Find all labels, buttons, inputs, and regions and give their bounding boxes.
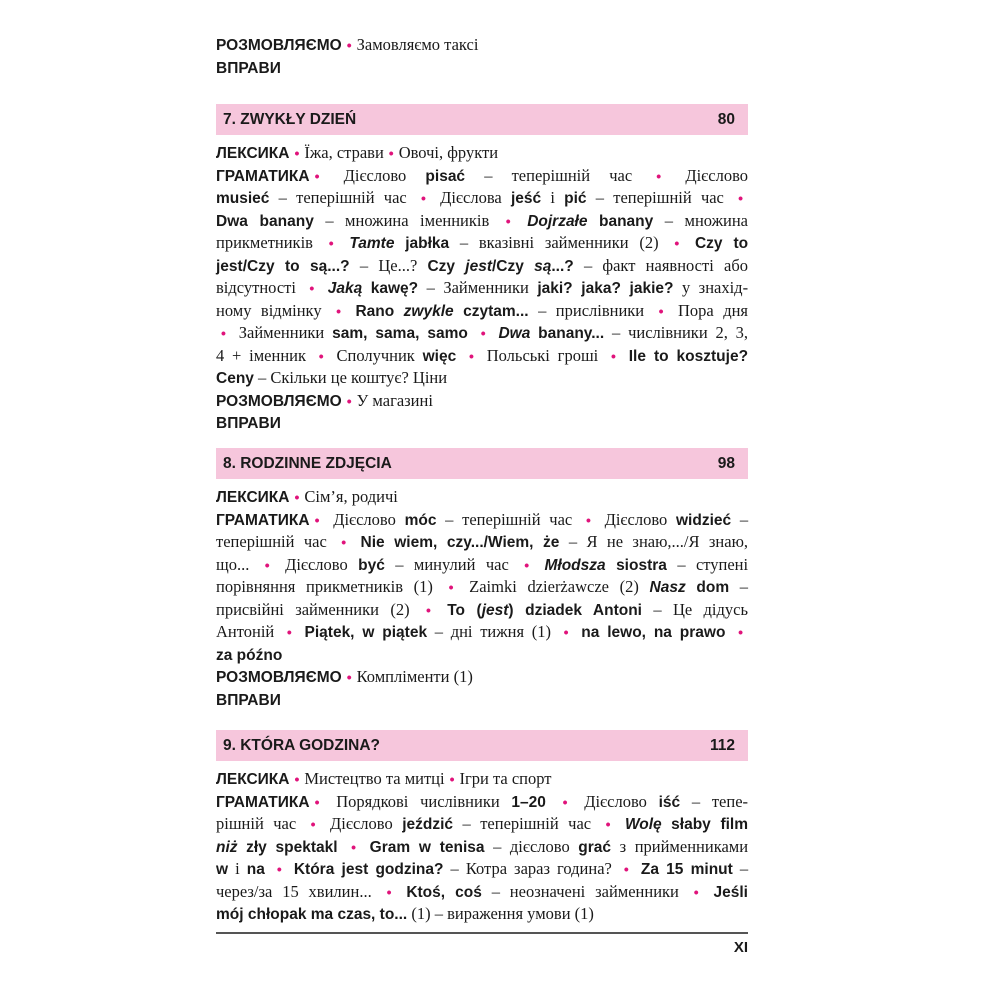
text: – Я не знаю,.../Я знаю, [568,532,749,551]
text: – прислівники [538,300,645,320]
text: Дієслово [285,554,348,574]
footer-rule [216,932,748,934]
term: ...? [551,257,574,275]
page-number: XI [733,939,748,956]
bullet-icon: • [563,624,569,640]
bullet-icon: • [314,167,320,184]
text: – Займенники [426,278,529,297]
razmovlyaemo-text: Компліменти (1) [356,667,473,686]
text: 4 + іменник [216,345,306,365]
text: – [739,509,749,529]
term: siostra [616,556,667,574]
term: Jeśli [713,883,748,901]
term: banany... [538,325,605,342]
text: – Скільки це коштує? Ціни [258,368,448,387]
text: з прийменниками [619,836,749,856]
bullet-icon: • [505,212,511,229]
text: – теперішній час [484,165,633,185]
term: jeździć [402,816,454,833]
bullet-icon: • [386,883,392,900]
text: Дієслово [584,791,647,811]
term: Ile to kosztuje? [628,347,749,365]
text: – теперішній час [445,509,573,529]
term: Rano [355,302,395,320]
bullet-icon: • [738,190,744,206]
term: widzieć [675,511,732,529]
text: через/за 15 хвилин... [216,881,372,901]
text: – теперішній час [462,814,592,833]
bullet-icon: • [448,579,454,595]
term-italic: zwykle [403,302,454,320]
text: (1) – вираження умови (1) [411,904,594,923]
bullet-icon: • [318,347,324,364]
bullet-icon: • [346,37,352,53]
bullet-icon: • [480,325,486,341]
text: – множина іменників [325,210,490,230]
bullet-icon: • [264,556,270,573]
chapter-8 [216,448,748,711]
text: і [235,859,240,878]
bullet-icon: • [420,190,426,206]
topic: Ігри та спорт [459,769,552,788]
term: jeść [510,190,542,207]
bullet-icon: • [351,838,357,855]
text: Порядкові числівники [336,791,500,811]
term: Czy to [694,235,749,252]
term: Ktoś, coś [406,883,482,901]
term-italic: Jaką [327,280,363,297]
text: – минулий час [395,554,509,574]
bullet-icon: • [425,601,431,618]
term: pić [564,190,587,207]
bullet-icon: • [623,861,629,877]
term: /Czy [492,257,524,275]
text: – теперішній час [278,188,407,207]
bullet-icon: • [294,489,300,505]
chapter-header[interactable] [216,730,748,761]
bullet-icon: • [276,861,282,877]
text: – Котра зараз година? [450,859,612,878]
bullet-icon: • [221,325,226,341]
term-italic: Młodsza [544,556,606,574]
chapter-header[interactable] [216,448,748,479]
term-italic: Dwa [498,325,531,342]
term: kawę? [370,280,419,297]
razmovlyaemo-label: РОЗМОВЛЯЄМО [216,392,342,410]
razmovlyaemo-label: РОЗМОВЛЯЄМО [216,37,342,54]
text: ному відмінку [216,300,322,320]
chapter-page: 112 [709,736,735,754]
text: рішній час [216,814,297,833]
bullet-icon: • [336,302,341,319]
razmovlyaemo-text: У магазині [356,390,433,410]
text: присвійні займенники (2) [216,599,410,619]
gramatyka-label: ГРАМАТИКА [216,793,310,811]
bullet-icon: • [605,816,611,832]
term: musieć [216,190,270,207]
term: mój chłopak ma czas, to... [216,906,408,923]
term-italic: niż [216,838,238,856]
bullet-icon: • [294,145,300,161]
term: Która jest godzina? [293,861,444,878]
bullet-icon: • [658,302,664,319]
term: ) dziadek Antoni [508,601,642,619]
razmovlyaemo-label: РОЗМОВЛЯЄМО [216,669,342,686]
term: Czy [427,257,456,275]
term: To ( [447,601,482,619]
text: – Це...? [359,255,418,275]
term: być [358,556,385,574]
text: – Це дідусь [653,599,749,619]
text: Дієслово [343,165,407,185]
topic: Мистецтво та митці [304,769,445,788]
term: Nie wiem, czy.../Wiem, że [360,534,560,551]
term: pisać [425,167,466,185]
vpravy-label: ВПРАВИ [216,59,281,77]
term: na [246,861,265,878]
term: na lewo, na prawo [581,624,726,641]
bullet-icon: • [346,669,352,685]
razmovlyaemo-text: Замовляємо таксі [356,35,479,54]
chapter-page: 80 [717,110,735,128]
text: Дієслова [440,188,502,207]
text: – неозначені займенники [491,881,679,901]
bullet-icon: • [693,883,699,900]
text: Польські гроші [486,345,599,365]
bullet-icon: • [346,392,352,409]
bullet-icon: • [328,235,334,251]
term: czytam... [463,302,529,320]
term: jabłka [405,235,450,252]
leksyka-label: ЛЕКСИКА [216,771,290,788]
text: відсутності [216,278,296,297]
chapter-6-tail [216,34,748,79]
term: Za 15 minut [640,861,733,878]
term: 1–20 [511,793,546,811]
leksyka-label: ЛЕКСИКА [216,489,290,506]
topic: Їжа, страви [304,143,384,162]
text: – числівники 2, 3, [612,323,749,342]
gramatyka-label: ГРАМАТИКА [216,167,310,185]
text: – дні тижня (1) [434,622,551,641]
term-italic: Wolę [624,816,662,833]
text: і [550,188,555,207]
text: що... [216,554,250,574]
term: w [216,861,229,878]
term-italic: jest [481,601,509,619]
text: – теперішній час [595,188,724,207]
term: móc [404,511,437,529]
term: Dwa banany [216,212,314,230]
bullet-icon: • [738,624,744,640]
term-italic: Nasz [649,579,686,596]
text: прикметників [216,233,313,252]
chapter-header[interactable] [216,104,748,135]
text: у знахід- [681,278,749,297]
text: Zaimki dzierżawcze (2) [469,577,639,596]
term: grać [578,838,612,856]
chapter-9 [216,730,748,926]
leksyka-label: ЛЕКСИКА [216,145,290,162]
term: Piątek, w piątek [304,624,428,641]
term: dom [696,579,730,596]
text: Дієслово [604,509,668,529]
text: – множина [664,210,749,230]
text: – тепе- [691,791,749,811]
text: Антоній [216,622,275,641]
text: – ступені [677,554,749,574]
term: sam, sama, samo [332,325,468,342]
bullet-icon: • [388,145,394,161]
bullet-icon: • [314,793,320,810]
term: za późno [216,646,283,664]
text: теперішній час [216,532,327,551]
bullet-icon: • [294,771,300,787]
text: – [739,577,749,596]
term-italic: Dojrzałe [527,212,588,230]
term: Ceny [216,370,254,387]
bullet-icon: • [341,534,347,550]
term: Gram w tenisa [369,838,485,856]
text: – вказівні займенники (2) [459,233,659,252]
term: jest/Czy to są...? [216,257,350,275]
text: порівняння прикметників (1) [216,577,433,596]
term: zły spektakl [246,838,338,856]
chapter-title: 9. KTÓRA GODZINA? [223,736,381,754]
bullet-icon: • [611,347,616,364]
bullet-icon: • [314,511,320,528]
text: Пора дня [677,300,749,320]
chapter-7 [216,104,748,435]
vpravy-label: ВПРАВИ [216,415,281,432]
bullet-icon: • [562,793,568,810]
bullet-icon: • [524,556,530,573]
bullet-icon: • [469,347,474,364]
bullet-icon: • [449,771,455,787]
chapter-page: 98 [717,454,735,472]
text: – факт наявності або [583,255,748,275]
term: banany [599,212,654,230]
topic: Сім’я, родичі [304,487,398,506]
bullet-icon: • [585,511,591,528]
text: – [739,859,749,878]
bullet-icon: • [656,167,662,184]
term-italic: są [534,257,552,275]
term: jaki? jaka? jakie? [537,280,674,297]
text: Дієслово [333,509,396,529]
term: więc [422,347,457,365]
bullet-icon: • [310,816,316,832]
vpravy-label: ВПРАВИ [216,691,281,709]
text: Дієслово [685,165,749,185]
bullet-icon: • [309,280,315,296]
topic: Овочі, фрукти [398,143,499,162]
text: – дієслово [493,836,570,856]
text: Займенники [238,323,325,342]
term: iść [658,793,681,811]
term: słaby film [671,816,748,833]
gramatyka-label: ГРАМАТИКА [216,511,310,529]
chapter-title: 7. ZWYKŁY DZIEŃ [223,110,357,128]
chapter-title: 8. RODZINNE ZDJĘCIA [223,454,392,472]
text: Дієслово [330,814,393,833]
term-italic: Tamte [349,235,395,252]
text: Сполучник [336,345,415,365]
term-italic: jest [465,257,492,275]
bullet-icon: • [674,235,680,251]
bullet-icon: • [286,624,292,640]
